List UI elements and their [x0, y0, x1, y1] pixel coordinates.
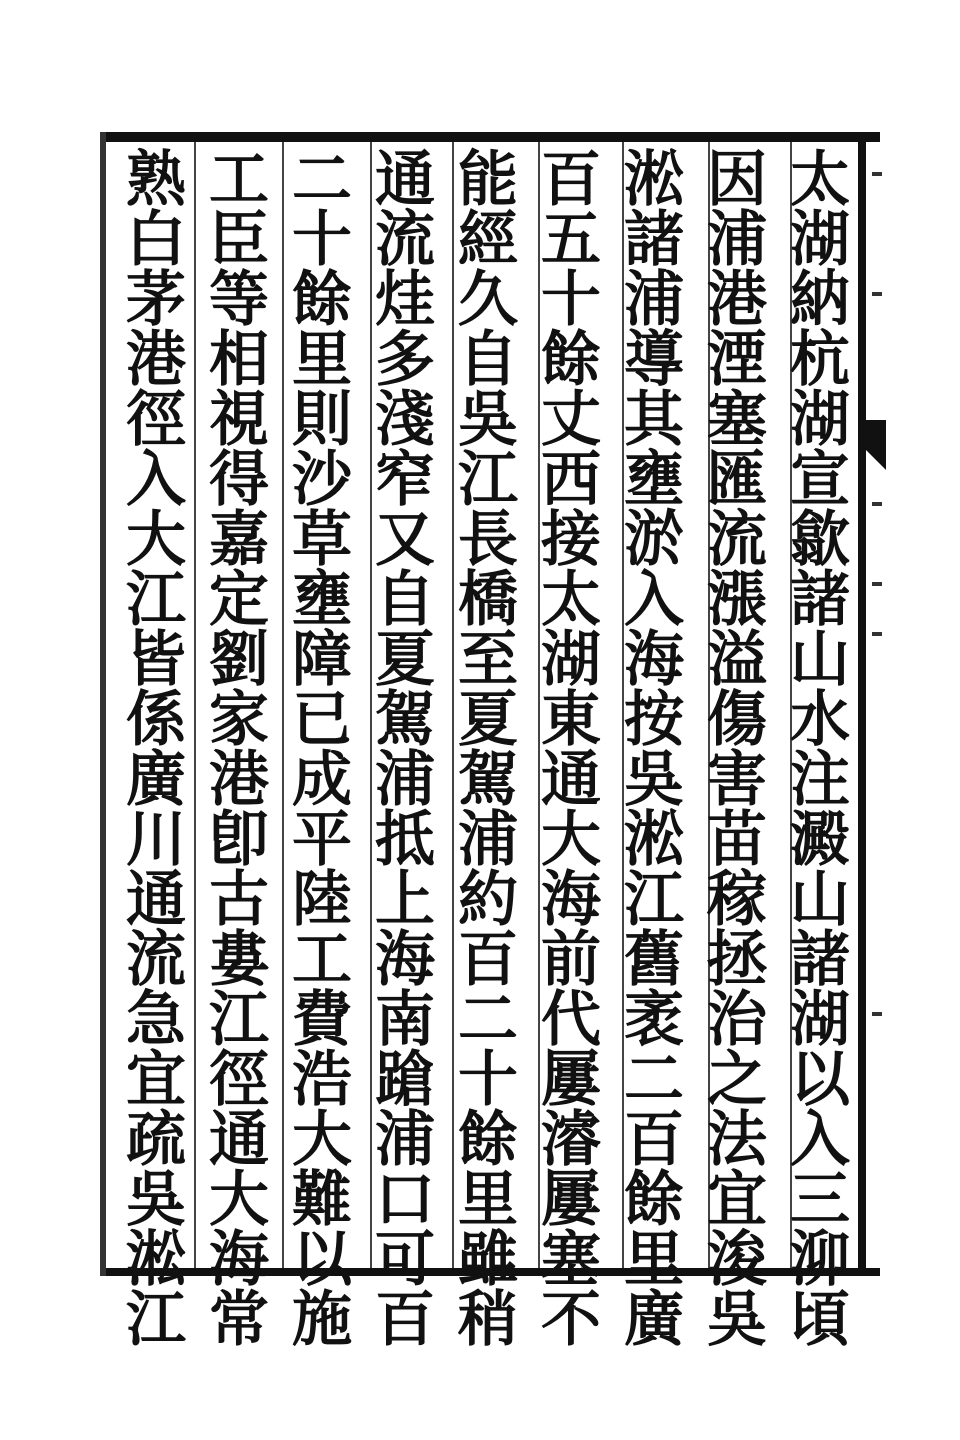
text-character: 十 [292, 205, 352, 275]
text-character: 法 [707, 1105, 767, 1175]
text-character: 百 [541, 145, 601, 215]
text-character: 皆 [126, 625, 186, 695]
margin-tick [872, 172, 882, 176]
text-character: 窄 [375, 445, 435, 515]
text-character: 大 [126, 505, 186, 575]
text-character: 江 [126, 565, 186, 635]
text-character: 十 [458, 1045, 518, 1115]
text-character: 卽 [209, 805, 269, 875]
text-character: 宜 [126, 1045, 186, 1115]
text-character: 蹌 [375, 1045, 435, 1115]
text-character: 百 [624, 1105, 684, 1175]
text-character: 湖 [790, 985, 850, 1055]
text-character: 東 [541, 685, 601, 755]
text-character: 又 [375, 505, 435, 575]
text-character: 浚 [707, 1225, 767, 1295]
text-character: 治 [707, 985, 767, 1055]
text-column-5 [448, 145, 528, 1355]
text-character: 成 [292, 745, 352, 815]
text-character: 接 [541, 505, 601, 575]
text-character: 淞 [624, 805, 684, 875]
text-character: 等 [209, 265, 269, 335]
text-character: 塞 [541, 1225, 601, 1295]
text-character: 陸 [292, 865, 352, 935]
text-character: 浦 [624, 265, 684, 335]
text-character: 廣 [624, 1285, 684, 1355]
text-character: 二 [458, 985, 518, 1055]
text-character: 其 [624, 385, 684, 455]
text-character: 袤 [624, 985, 684, 1055]
text-character: 口 [375, 1165, 435, 1235]
text-character: 太 [541, 565, 601, 635]
text-character: 係 [126, 685, 186, 755]
text-character: 海 [541, 865, 601, 935]
margin-tick [872, 292, 882, 296]
text-character: 約 [458, 865, 518, 935]
text-character: 徑 [209, 1045, 269, 1115]
text-character: 十 [541, 265, 601, 335]
text-character: 百 [375, 1285, 435, 1355]
frame-left-rule [100, 132, 106, 1276]
text-character: 工 [292, 925, 352, 995]
text-column-9 [116, 145, 196, 1355]
text-character: 頃 [790, 1285, 850, 1355]
text-character: 以 [790, 1045, 850, 1115]
text-character: 害 [707, 745, 767, 815]
text-character: 三 [790, 1165, 850, 1235]
text-character: 江 [126, 1285, 186, 1355]
text-character: 白 [126, 205, 186, 275]
text-character: 古 [209, 865, 269, 935]
text-character: 不 [541, 1285, 601, 1355]
text-character: 費 [292, 985, 352, 1055]
text-character: 餘 [541, 325, 601, 395]
text-character: 駕 [375, 685, 435, 755]
text-column-3 [614, 145, 694, 1355]
text-character: 吳 [707, 1285, 767, 1355]
text-character: 海 [375, 925, 435, 995]
text-character: 通 [209, 1105, 269, 1175]
text-character: 山 [790, 625, 850, 695]
text-character: 相 [209, 325, 269, 395]
margin-tick [872, 1012, 882, 1016]
text-character: 南 [375, 985, 435, 1055]
text-character: 前 [541, 925, 601, 995]
text-character: 駕 [458, 745, 518, 815]
text-character: 吳 [126, 1165, 186, 1235]
text-character: 家 [209, 685, 269, 755]
text-character: 匯 [707, 445, 767, 515]
text-character: 自 [458, 325, 518, 395]
text-character: 代 [541, 985, 601, 1055]
text-character: 二 [624, 1045, 684, 1115]
text-character: 苗 [707, 805, 767, 875]
text-character: 壅 [624, 445, 684, 515]
text-character: 得 [209, 445, 269, 515]
text-character: 經 [458, 205, 518, 275]
text-character: 至 [458, 625, 518, 695]
text-character: 里 [292, 325, 352, 395]
text-column-6 [365, 145, 445, 1355]
text-character: 則 [292, 385, 352, 455]
text-character: 淞 [126, 1225, 186, 1295]
text-character: 浦 [707, 205, 767, 275]
text-character: 淺 [375, 385, 435, 455]
text-character: 通 [375, 145, 435, 215]
text-character: 餘 [458, 1105, 518, 1175]
text-character: 茅 [126, 265, 186, 335]
text-character: 宜 [707, 1165, 767, 1235]
text-character: 導 [624, 325, 684, 395]
text-column-8 [199, 145, 279, 1355]
text-character: 里 [458, 1165, 518, 1235]
margin-strip [866, 132, 886, 1276]
text-character: 泖 [790, 1225, 850, 1295]
text-character: 宣 [790, 445, 850, 515]
text-character: 沙 [292, 445, 352, 515]
text-character: 劉 [209, 625, 269, 695]
text-character: 舊 [624, 925, 684, 995]
text-character: 丈 [541, 385, 601, 455]
text-character: 通 [126, 865, 186, 935]
text-character: 稍 [458, 1285, 518, 1355]
text-character: 工 [209, 145, 269, 215]
text-character: 浩 [292, 1045, 352, 1115]
text-character: 百 [458, 925, 518, 995]
frame-top-rule [100, 132, 880, 142]
text-character: 屢 [541, 1045, 601, 1115]
text-character: 湮 [707, 325, 767, 395]
text-character: 餘 [624, 1165, 684, 1235]
text-character: 溢 [707, 625, 767, 695]
text-character: 太 [790, 145, 850, 215]
text-character: 江 [624, 865, 684, 935]
text-character: 夏 [375, 625, 435, 695]
text-character: 浦 [458, 805, 518, 875]
text-character: 諸 [790, 925, 850, 995]
text-character: 難 [292, 1165, 352, 1235]
text-character: 已 [292, 685, 352, 755]
text-character: 流 [707, 505, 767, 575]
margin-tick [872, 502, 882, 506]
text-character: 浦 [375, 1105, 435, 1175]
text-character: 大 [209, 1165, 269, 1235]
text-character: 大 [541, 805, 601, 875]
text-character: 吳 [624, 745, 684, 815]
text-character: 婁 [209, 925, 269, 995]
text-character: 海 [624, 625, 684, 695]
text-character: 抵 [375, 805, 435, 875]
text-character: 諸 [790, 565, 850, 635]
text-character: 山 [790, 865, 850, 935]
text-character: 草 [292, 505, 352, 575]
text-character: 傷 [707, 685, 767, 755]
text-character: 之 [707, 1045, 767, 1115]
text-character: 入 [126, 445, 186, 515]
text-character: 施 [292, 1285, 352, 1355]
text-character: 五 [541, 205, 601, 275]
text-character: 里 [624, 1225, 684, 1295]
text-character: 歙 [790, 505, 850, 575]
text-character: 淞 [624, 145, 684, 215]
text-character: 入 [624, 565, 684, 635]
text-character: 臣 [209, 205, 269, 275]
text-character: 廣 [126, 745, 186, 815]
text-character: 澱 [790, 805, 850, 875]
text-character: 海 [209, 1225, 269, 1295]
text-character: 吳 [458, 385, 518, 455]
text-character: 西 [541, 445, 601, 515]
text-character: 湖 [790, 205, 850, 275]
text-character: 杭 [790, 325, 850, 395]
text-column-4 [531, 145, 611, 1355]
text-character: 川 [126, 805, 186, 875]
text-character: 濬 [541, 1105, 601, 1175]
text-column-1 [780, 145, 860, 1355]
text-character: 嘉 [209, 505, 269, 575]
text-character: 餘 [292, 265, 352, 335]
text-character: 平 [292, 805, 352, 875]
text-character: 流 [126, 925, 186, 995]
text-character: 港 [126, 325, 186, 395]
text-character: 淤 [624, 505, 684, 575]
text-character: 視 [209, 385, 269, 455]
text-character: 因 [707, 145, 767, 215]
text-character: 諸 [624, 205, 684, 275]
text-character: 拯 [707, 925, 767, 995]
text-character: 入 [790, 1105, 850, 1175]
text-character: 通 [541, 745, 601, 815]
text-character: 多 [375, 325, 435, 395]
text-character: 橋 [458, 565, 518, 635]
text-character: 雖 [458, 1225, 518, 1295]
text-character: 流 [375, 205, 435, 275]
text-character: 上 [375, 865, 435, 935]
text-character: 疏 [126, 1105, 186, 1175]
text-character: 稼 [707, 865, 767, 935]
text-character: 江 [458, 445, 518, 515]
text-character: 漲 [707, 565, 767, 635]
text-character: 熟 [126, 145, 186, 215]
text-character: 急 [126, 985, 186, 1055]
text-character: 二 [292, 145, 352, 215]
text-character: 江 [209, 985, 269, 1055]
text-character: 浦 [375, 745, 435, 815]
margin-tick [872, 632, 882, 636]
text-character: 港 [707, 265, 767, 335]
text-character: 塞 [707, 385, 767, 455]
text-character: 常 [209, 1285, 269, 1355]
text-character: 烓 [375, 265, 435, 335]
text-column-2 [697, 145, 777, 1355]
text-character: 港 [209, 745, 269, 815]
text-character: 按 [624, 685, 684, 755]
text-character: 定 [209, 565, 269, 635]
text-character: 屢 [541, 1165, 601, 1235]
text-character: 長 [458, 505, 518, 575]
text-character: 壅 [292, 565, 352, 635]
text-column-7 [282, 145, 362, 1355]
text-character: 夏 [458, 685, 518, 755]
text-character: 納 [790, 265, 850, 335]
text-character: 大 [292, 1105, 352, 1175]
text-character: 自 [375, 565, 435, 635]
text-character: 湖 [541, 625, 601, 695]
text-character: 久 [458, 265, 518, 335]
text-character: 可 [375, 1225, 435, 1295]
text-character: 注 [790, 745, 850, 815]
text-character: 徑 [126, 385, 186, 455]
text-character: 水 [790, 685, 850, 755]
text-character: 以 [292, 1225, 352, 1295]
text-character: 障 [292, 625, 352, 695]
text-character: 能 [458, 145, 518, 215]
text-character: 湖 [790, 385, 850, 455]
margin-tick [872, 582, 882, 586]
